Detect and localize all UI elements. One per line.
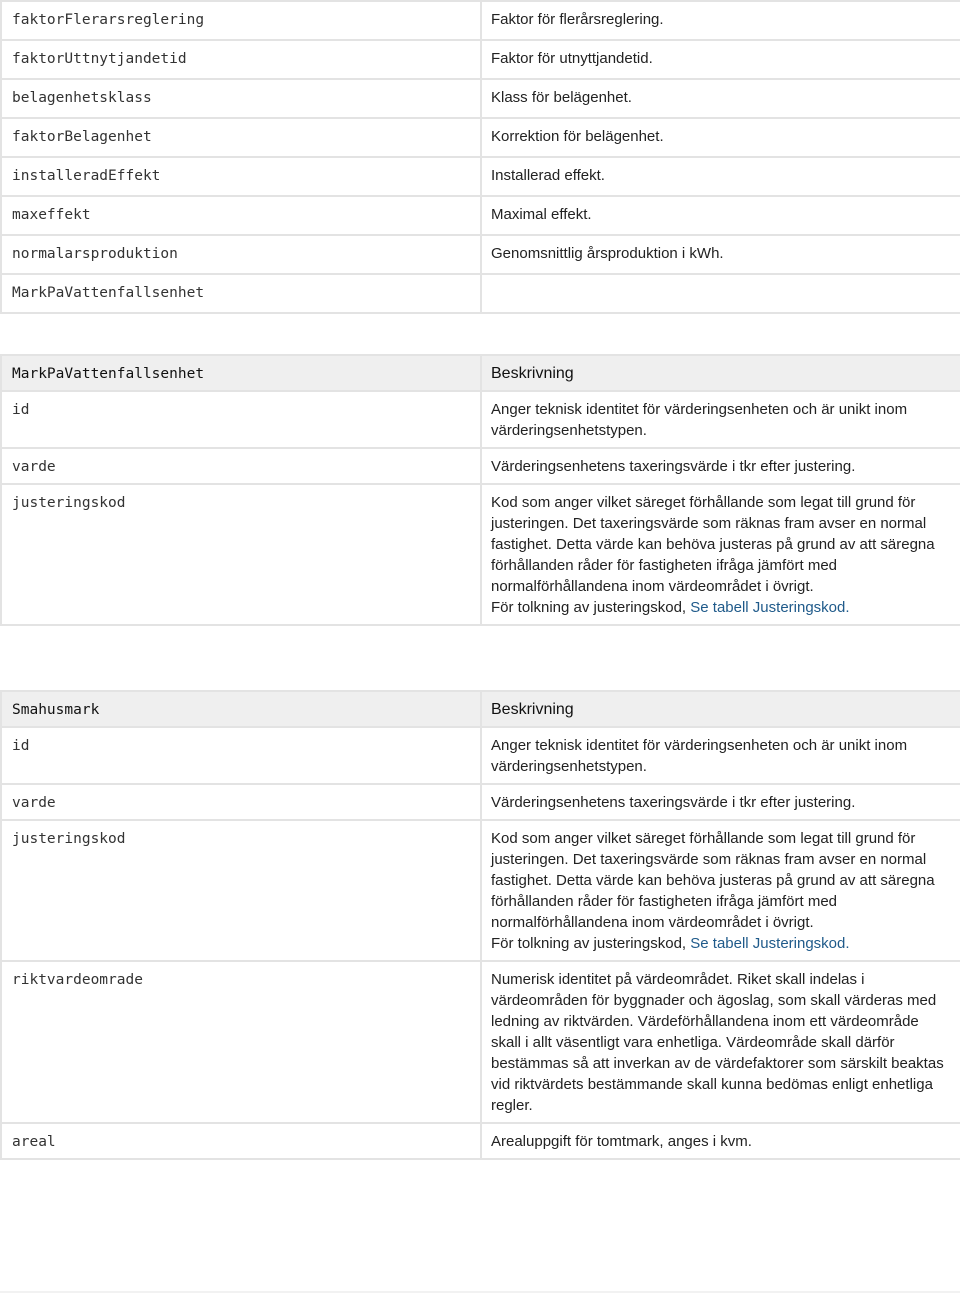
justeringskod-table-link[interactable]: Se tabell Justeringskod. bbox=[690, 935, 850, 952]
table-row bbox=[1, 727, 960, 784]
justeringskod-reference-text: För tolkning av justeringskod, bbox=[491, 599, 691, 616]
justeringskod-description-text: Kod som anger vilket säreget förhållande som legat till grund för justeringen. Det taxeringsvärde som räknas fram avser en normal fastighet. Detta värde kan behöva justeras på grund av att säregna förhållanden råder för fastigheten ifråga jämfört med normalförhållandena inom värdeområdet i övrigt. bbox=[491, 494, 935, 595]
attribute-name: justeringskod bbox=[1, 820, 481, 961]
attribute-name: maxeffekt bbox=[1, 196, 481, 235]
attribute-table-continued bbox=[0, 0, 960, 314]
smahusmark-table bbox=[0, 690, 960, 1160]
justeringskod-table-link[interactable]: Se tabell Justeringskod. bbox=[690, 599, 850, 616]
table-row bbox=[1, 196, 960, 235]
table-header-row bbox=[1, 355, 960, 391]
attribute-name: faktorBelagenhet bbox=[1, 118, 481, 157]
attribute-name: MarkPaVattenfallsenhet bbox=[1, 274, 481, 313]
table-header-row bbox=[1, 691, 960, 727]
attribute-name: id bbox=[1, 391, 481, 448]
attribute-name: varde bbox=[1, 448, 481, 484]
attribute-description: Anger teknisk identitet för värderingsenheten och är unikt inom värderingsenhetstypen. bbox=[481, 727, 960, 784]
table-row bbox=[1, 235, 960, 274]
table-row bbox=[1, 961, 960, 1123]
attribute-name: riktvardeomrade bbox=[1, 961, 481, 1123]
table-row bbox=[1, 784, 960, 820]
table-row bbox=[1, 79, 960, 118]
attribute-name: id bbox=[1, 727, 481, 784]
table-row bbox=[1, 1123, 960, 1159]
attribute-name: varde bbox=[1, 784, 481, 820]
description-header: Beskrivning bbox=[481, 355, 960, 391]
description-header: Beskrivning bbox=[481, 691, 960, 727]
table-row bbox=[1, 484, 960, 625]
attribute-name: belagenhetsklass bbox=[1, 79, 481, 118]
attribute-description: Numerisk identitet på värdeområdet. Riket skall indelas i värdeområden för byggnader och ägoslag, som skall värderas med ledning av riktvärden. Värdeförhållandena inom ett värdeområde skall i allt väsentligt vara enhetliga. Värdeområde skall därför bestämmas så att inverkan av de värdefaktorer som särskilt beaktas vid riktvärdets bestämmande skall kunna bedömas enligt enhetliga regler. bbox=[481, 961, 960, 1123]
attribute-description: Klass för belägenhet. bbox=[481, 79, 960, 118]
attribute-description: Anger teknisk identitet för värderingsenheten och är unikt inom värderingsenhetstypen. bbox=[481, 391, 960, 448]
entity-name-header: MarkPaVattenfallsenhet bbox=[1, 355, 481, 391]
attribute-name: normalarsproduktion bbox=[1, 235, 481, 274]
table-row bbox=[1, 391, 960, 448]
table-row bbox=[1, 1, 960, 40]
attribute-description: Korrektion för belägenhet. bbox=[481, 118, 960, 157]
attribute-name: faktorFlerarsreglering bbox=[1, 1, 481, 40]
table-row bbox=[1, 820, 960, 961]
attribute-description: Värderingsenhetens taxeringsvärde i tkr efter justering. bbox=[481, 448, 960, 484]
attribute-name: installeradEffekt bbox=[1, 157, 481, 196]
attribute-description: Faktor för utnyttjandetid. bbox=[481, 40, 960, 79]
table-row bbox=[1, 118, 960, 157]
attribute-description: Installerad effekt. bbox=[481, 157, 960, 196]
attribute-description: Arealuppgift för tomtmark, anges i kvm. bbox=[481, 1123, 960, 1159]
attribute-description: Genomsnittlig årsproduktion i kWh. bbox=[481, 235, 960, 274]
justeringskod-description-text: Kod som anger vilket säreget förhållande som legat till grund för justeringen. Det taxeringsvärde som räknas fram avser en normal fastighet. Detta värde kan behöva justeras på grund av att säregna förhållanden råder för fastigheten ifråga jämfört med normalförhållandena inom värdeområdet i övrigt. bbox=[491, 830, 935, 931]
entity-name-header: Smahusmark bbox=[1, 691, 481, 727]
attribute-description bbox=[481, 820, 960, 961]
table-row bbox=[1, 40, 960, 79]
attribute-name: areal bbox=[1, 1123, 481, 1159]
attribute-description: Maximal effekt. bbox=[481, 196, 960, 235]
table-row bbox=[1, 274, 960, 313]
attribute-name: justeringskod bbox=[1, 484, 481, 625]
attribute-description: Värderingsenhetens taxeringsvärde i tkr efter justering. bbox=[481, 784, 960, 820]
attribute-description bbox=[481, 484, 960, 625]
page-footer-divider bbox=[0, 1291, 960, 1293]
attribute-name: faktorUttnytjandetid bbox=[1, 40, 481, 79]
table-row bbox=[1, 448, 960, 484]
justeringskod-reference-text: För tolkning av justeringskod, bbox=[491, 935, 691, 952]
markpavattenfallsenhet-table bbox=[0, 354, 960, 626]
attribute-description: Faktor för flerårsreglering. bbox=[481, 1, 960, 40]
attribute-description bbox=[481, 274, 960, 313]
table-row bbox=[1, 157, 960, 196]
